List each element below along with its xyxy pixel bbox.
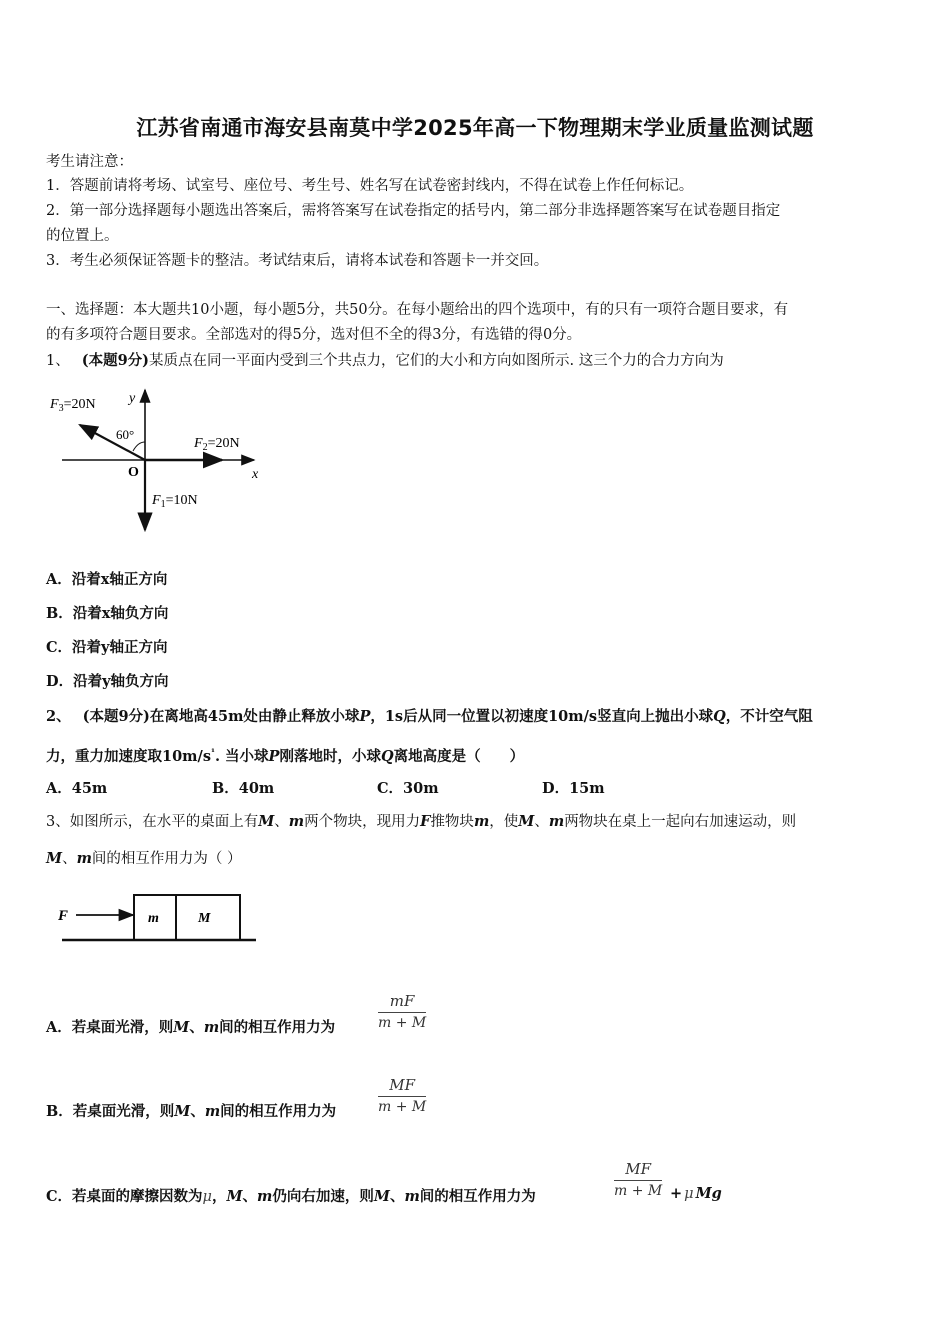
notice-item: 3．考生必须保证答题卡的整洁。考试结束后，请将本试卷和答题卡一并交回。 [46, 253, 549, 269]
q1-option-b: B．沿着x轴负方向 [46, 605, 169, 622]
q2-option-c: C．30m [377, 780, 439, 797]
force-label: F [58, 908, 69, 924]
q1-option-a: A．沿着x轴正方向 [46, 571, 168, 588]
angle-label: 60° [116, 427, 135, 442]
f3-arrow [80, 425, 145, 460]
section-intro: 的有多项符合题目要求。全部选对的得5分，选对但不全的得3分，有选错的得0分。 [46, 327, 582, 343]
notice-heading: 考生请注意： [46, 154, 133, 170]
q1-text: 某质点在同一平面内受到三个共点力，它们的大小和方向如图所示. 这三个力的合力方向为 [149, 353, 724, 369]
section-intro: 一、选择题：本大题共10小题，每小题5分，共50分。在每小题给出的四个选项中，有的只有一项符合题目要求，有 [46, 302, 789, 318]
q1-prefix: 1、 [46, 353, 70, 369]
q2-stem-line2: 力，重力加速度取$10m/s^{^1}$. 当小球P刚落地时，小球Q离地高度是（ ） [46, 747, 525, 765]
q3-option-a-fraction: $\frac{mF}{m + M}$ [378, 992, 427, 1031]
q2-option-d: D．15m [542, 780, 605, 797]
origin-label: O [128, 465, 139, 480]
q3-option-c-tail: + μ Mg [670, 1185, 722, 1202]
page-title: 江苏省南通市海安县南莫中学2025年高一下物理期末学业质量监测试题 [136, 116, 814, 140]
q2-option-a: A．45m [46, 780, 108, 797]
q3-option-c-fraction: $\frac{MF}{m + M}$ [614, 1160, 663, 1199]
q2-option-b: B．40m [212, 780, 275, 797]
y-axis-label: y [129, 391, 136, 406]
q3-stem-line2: M、m间的相互作用力为（ ） [46, 850, 242, 867]
q1-force-diagram [46, 382, 276, 542]
notice-item: 的位置上。 [46, 228, 119, 244]
q2-stem-line1: 2、 (本题9分)在离地高45m处由静止释放小球P，1s后从同一位置以初速度10m/s竖直向上抛出小球Q，不计空气阻 [46, 708, 813, 725]
q1-option-d: D．沿着y轴负方向 [46, 673, 169, 690]
q1-option-c: C．沿着y轴正方向 [46, 639, 168, 656]
notice-item: 1．答题前请将考场、试室号、座位号、考生号、姓名写在试卷密封线内，不得在试卷上作任何标记。 [46, 178, 694, 194]
q3-option-b-fraction: $\frac{MF}{m + M}$ [378, 1076, 427, 1115]
q3-blocks-diagram [56, 888, 266, 950]
q3-option-c: C．若桌面的摩擦因数为μ，M、m仍向右加速，则M、m间的相互作用力为 [46, 1188, 536, 1205]
q1-score: (本题9分) [81, 352, 150, 369]
f2-label: $F_2=20N$ [194, 436, 240, 453]
q3-option-a: A．若桌面光滑，则M、m间的相互作用力为 [46, 1019, 336, 1036]
angle-arc [133, 442, 145, 451]
f1-label: $F_1=10N$ [152, 493, 198, 510]
q3-stem-line1: 3、如图所示，在水平的桌面上有M、m两个物块，现用力F推物块m，使M、m两物块在桌上一起向右加速运动，则 [46, 813, 797, 830]
big-block-label: M [198, 911, 211, 926]
f3-label: $F_3=20N$ [50, 397, 96, 414]
small-block-label: m [148, 911, 159, 926]
x-axis-label: x [252, 467, 259, 482]
q1-stem [46, 348, 908, 374]
q3-option-b: B．若桌面光滑，则M、m间的相互作用力为 [46, 1103, 337, 1120]
notice-item: 2．第一部分选择题每小题选出答案后，需将答案写在试卷指定的括号内，第二部分非选择题答案写在试卷题目指定 [46, 203, 781, 219]
